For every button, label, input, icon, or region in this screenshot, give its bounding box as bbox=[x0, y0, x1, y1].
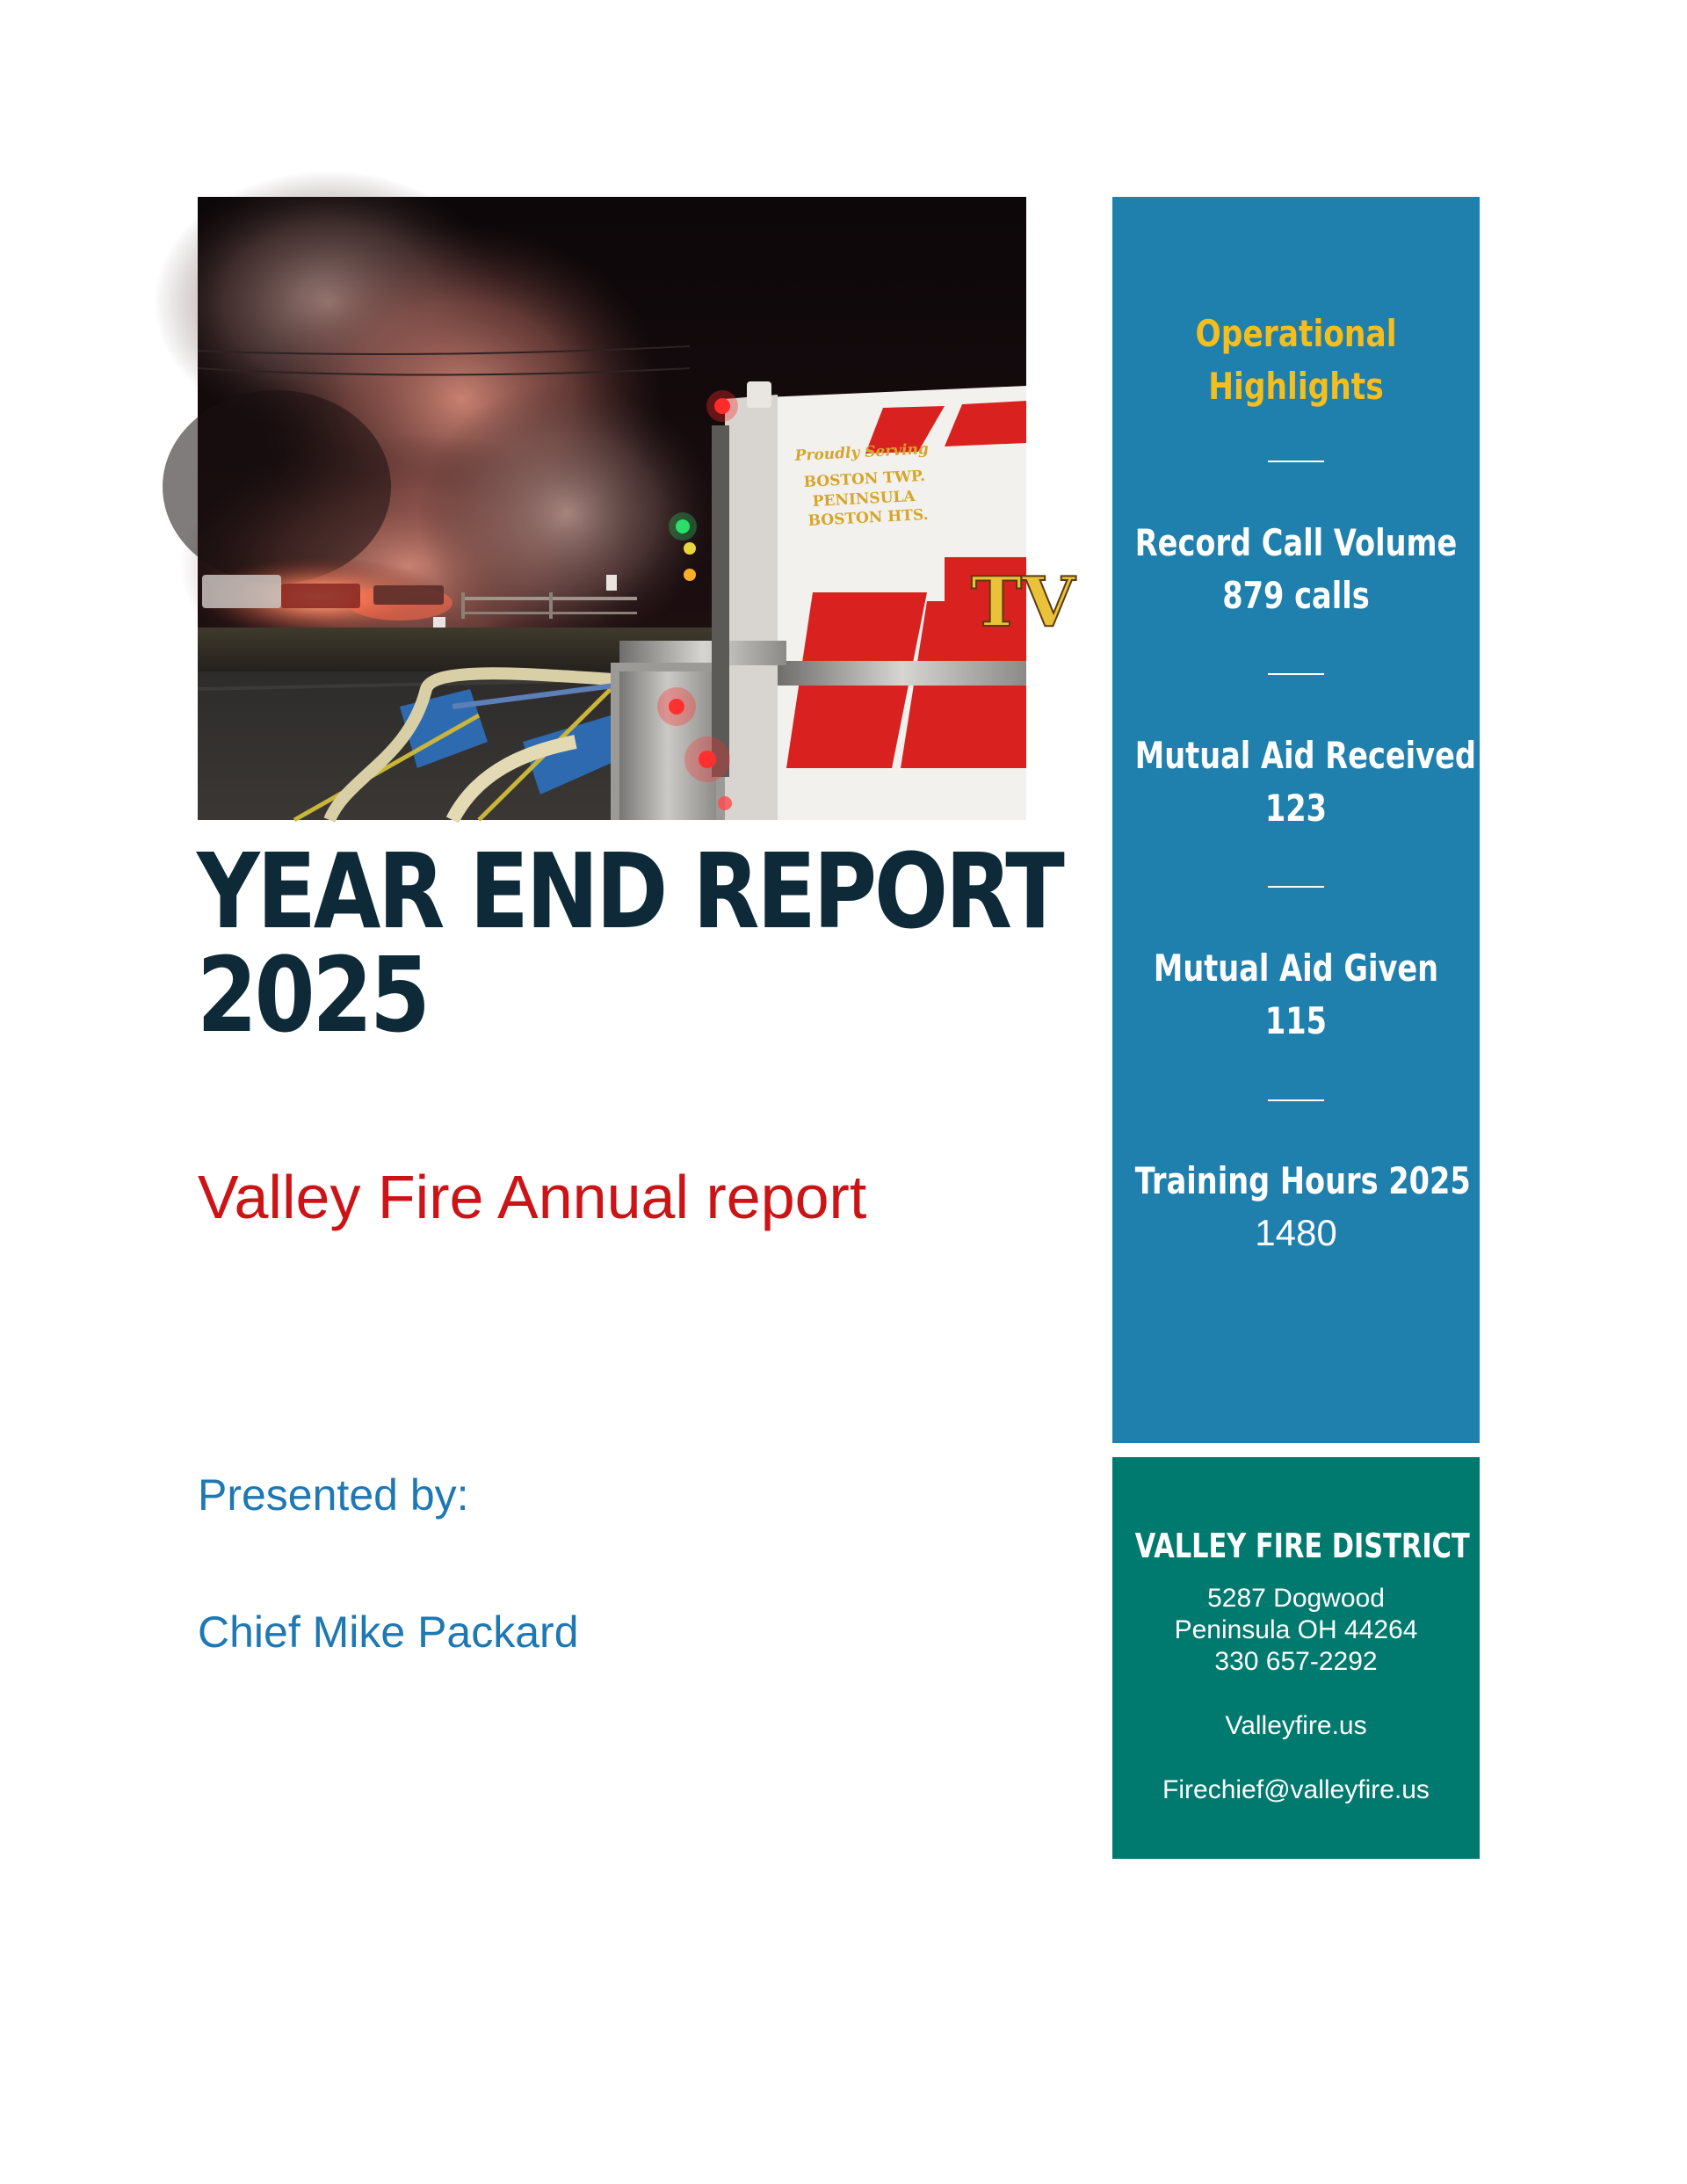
presented-by-label: Presented by: bbox=[198, 1470, 469, 1520]
highlight-mutual-aid-given bbox=[1135, 942, 1457, 1048]
district-phone: 330 657-2292 bbox=[1214, 1647, 1378, 1676]
fire-scene-illustration bbox=[198, 197, 1075, 820]
report-title-line1: YEAR END REPORT bbox=[197, 831, 1062, 952]
divider-rule bbox=[1268, 1099, 1324, 1101]
highlight-record-call-volume bbox=[1135, 517, 1457, 622]
highlight-label: Record Call Volume bbox=[1134, 521, 1458, 564]
highlight-value: 115 bbox=[1264, 999, 1328, 1042]
operational-highlights-panel bbox=[1112, 197, 1480, 1443]
divider-rule bbox=[1268, 461, 1324, 462]
truck-badge: TV bbox=[971, 562, 1075, 642]
cover-photo bbox=[198, 197, 1075, 820]
divider-rule bbox=[1268, 673, 1324, 675]
highlight-mutual-aid-received bbox=[1134, 729, 1476, 835]
truck-lettering-line4: BOSTON HTS. bbox=[807, 505, 930, 530]
highlight-label: Training Hours 2025 bbox=[1134, 1159, 1471, 1202]
truck-lettering-line1: Proudly Serving bbox=[794, 440, 930, 465]
report-title bbox=[197, 831, 1062, 1056]
highlights-heading-line1: Operational bbox=[1195, 312, 1397, 355]
divider-rule bbox=[1268, 886, 1324, 888]
truck-lettering-line2: BOSTON TWP. bbox=[803, 467, 926, 491]
highlight-label: Mutual Aid Received bbox=[1134, 734, 1476, 777]
presenter-name: Chief Mike Packard bbox=[198, 1607, 579, 1657]
district-email-link[interactable]: Firechief@valleyfire.us bbox=[1162, 1775, 1430, 1804]
highlight-training-hours bbox=[1134, 1155, 1471, 1208]
truck-lettering-line3: PENINSULA bbox=[812, 487, 916, 511]
district-street: 5287 Dogwood bbox=[1207, 1584, 1385, 1613]
highlight-value: 879 calls bbox=[1222, 574, 1370, 617]
report-title-year: 2025 bbox=[197, 934, 428, 1056]
highlight-training-hours-value: 1480 bbox=[1255, 1212, 1337, 1253]
highlight-value: 123 bbox=[1264, 787, 1328, 830]
district-website-link[interactable]: Valleyfire.us bbox=[1225, 1711, 1367, 1740]
highlights-heading bbox=[1146, 308, 1447, 413]
district-city: Peninsula OH 44264 bbox=[1174, 1615, 1418, 1644]
highlight-label: Mutual Aid Given bbox=[1153, 947, 1439, 990]
district-name: VALLEY FIRE DISTRICT bbox=[1134, 1527, 1470, 1565]
report-subtitle: Valley Fire Annual report bbox=[198, 1163, 867, 1231]
highlights-heading-line2: Highlights bbox=[1208, 365, 1384, 408]
district-contact-panel bbox=[1112, 1457, 1480, 1859]
